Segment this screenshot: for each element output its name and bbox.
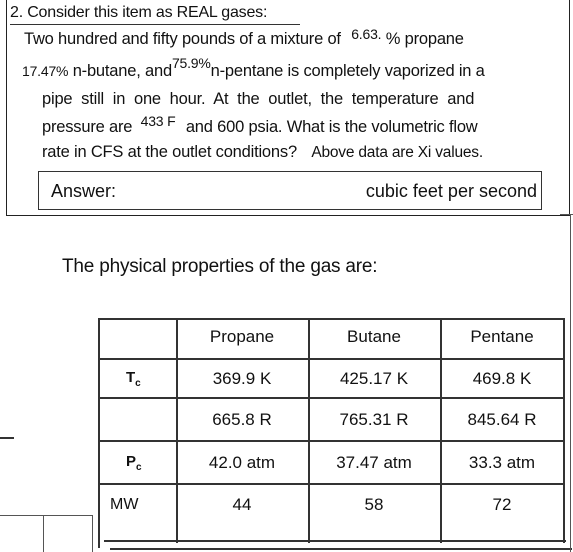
answer-label: Answer: [51,181,117,201]
pentane-tc-r: 845.64 R [467,410,537,429]
line4-prefix: pressure are [42,118,133,136]
butane-pc: 37.47 atm [336,453,412,472]
properties-title: The physical properties of the gas are: [62,256,378,277]
right-edge-line [570,214,571,552]
title-underline [10,24,300,25]
column-header-propane: Propane [209,327,275,346]
question-line-2 [22,55,485,81]
line2-suffix: n-pentane is completely vaporized in a [210,62,485,80]
question-line-5 [42,143,483,162]
question-line-3: pipe still in one hour. At the outlet, the temperature and [42,90,475,108]
answer-input[interactable] [134,176,374,205]
right-edge-mark [560,214,573,215]
butane-tc-k: 425.17 K [339,369,409,388]
answer-box [38,171,542,210]
line1-suffix: % propane [385,30,464,48]
column-header-pentane: Pentane [470,327,534,346]
column-header-butane: Butane [347,327,401,346]
propane-tc-k: 369.9 K [212,369,272,388]
line2-mid: n-butane, and [72,62,172,80]
question-line-1 [24,26,464,49]
left-margin-mark [0,437,14,439]
outlet-temperature: 433 F [140,113,176,129]
pentane-tc-k: 469.8 K [472,369,532,388]
butane-mw: 58 [364,495,384,514]
line5-note: Above data are Xi values. [311,144,483,161]
row-label-tc: $T_c$ [126,369,141,389]
answer-unit: cubic feet per second [365,181,537,201]
pentane-pc: 33.3 atm [468,453,536,472]
propane-mw: 44 [232,495,252,514]
butane-tc-r: 765.31 R [339,410,409,429]
propane-tc-r: 665.8 R [212,410,272,429]
line4-suffix: and 600 psia. What is the volumetric flow [185,118,478,136]
corner-grid-cell-2 [43,515,93,552]
row-label-mw: MW [110,496,139,513]
pentane-mw: 72 [492,495,512,514]
pentane-fraction: 75.9% [171,55,211,71]
question-line-4 [42,113,478,137]
butane-fraction: 17.47% [22,63,69,79]
line5-prefix: rate in CFS at the outlet conditions? [42,143,297,161]
propane-pc: 42.0 atm [208,453,276,472]
row-label-pc: $P_c$ [126,453,142,473]
corner-grid-cell-1 [0,515,44,552]
question-title: 2. Consider this item as REAL gases: [10,4,268,21]
propane-fraction: 6.63. [351,26,382,42]
line1-prefix: Two hundred and fifty pounds of a mixture of [24,30,341,48]
